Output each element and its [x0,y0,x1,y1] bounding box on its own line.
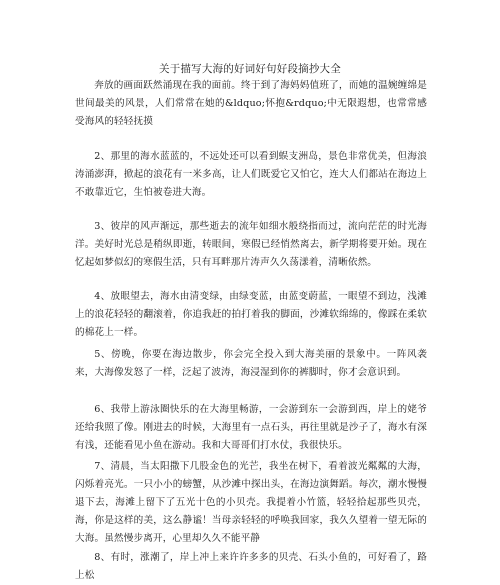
paragraph-2: 2、那里的海水蓝蓝的，不远处还可以看到蜈支洲岛，景色非常优美，但海浪涛涌澎湃，掀起的浪花有一米多高，让人们既爱它又怕它，连大人们都站在海边上不敢靠近它，生怕被卷进大海。 [75,151,427,198]
paragraph-intro: 奔放的画面跃然涌现在我的面前。终于到了海妈妈值班了，而她的温婉缠绵是世间最美的风景，人们常常在她的&ldquo;怀抱&rdquo;中无限遐想，也常常感受海风的轻轻抚摸 [75,80,427,127]
paragraph-7: 7、清晨，当太阳撒下几股金色的光芒，我坐在树下，看着波光粼粼的大海，闪烁着亮光。一只小小的螃蟹，从沙滩中探出头，在海边演舞蹈。每次，潮水慢慢退下去，海滩上留下了五光十色的小贝壳。我提着小竹篮，轻轻拾起那些贝壳，海，你是这样的美，这么静谧！当母亲轻轻的呼唤我回家，我久久望着一望无际的大海。虽然慢步离开，心里却久久不能平静 [75,461,427,544]
paragraph-5: 5、傍晚，你要在海边散步，你会完全投入到大海美丽的景象中。一阵风袭来，大海像发怒了一样，泛起了波涛，海浸湿到你的裤脚时，你才会意识到。 [75,349,427,378]
paragraph-8: 8、有时，涨潮了，岸上冲上来许许多多的贝壳、石头小鱼的，可好看了，路上松 [75,552,427,581]
paragraph-4: 4、放眼望去，海水由清变绿，由绿变蓝，由蓝变蔚蓝，一眼望不到边，浅滩上的浪花轻轻的翻滚着，你追我赶的拍打着我的脚面，沙滩软绵绵的，像踩在柔软的棉花上一样。 [75,291,427,338]
paragraph-3: 3、彼岸的风声渐远，那些逝去的流年如细水般绕指而过，流向茫茫的时光海洋。美好时光总是稍纵即逝，转眼间，寒假已经悄然离去，新学期将要开始。现在忆起如梦似幻的寒假生活，只有耳畔那片涛声久久荡漾着，清晰依然。 [75,221,427,268]
paragraph-6: 6、我带上游泳圈快乐的在大海里畅游，一会游到东一会游到西，岸上的姥爷还给我照了像。刚进去的时候，大海里有一点石头，再往里就是沙子了，海水有深有浅，还能看见小鱼在游动。我和大哥哥们打水仗，我很快乐。 [75,404,427,451]
document-title: 关于描写大海的好词好句好段摘抄大全 [159,63,341,75]
